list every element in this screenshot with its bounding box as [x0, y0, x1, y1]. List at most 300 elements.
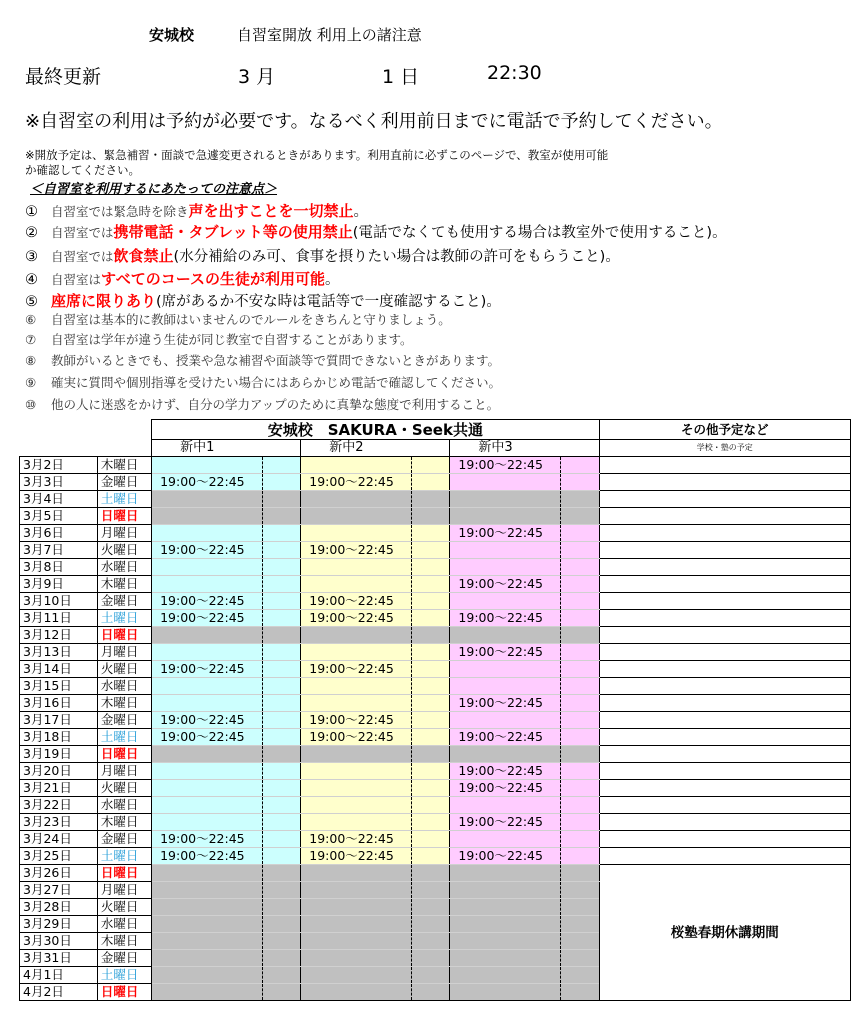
- grade-3-slot-extra: [561, 967, 599, 984]
- weekday-cell: 火曜日: [97, 780, 151, 797]
- grade-3-slot: 19:00〜22:45: [450, 780, 561, 797]
- date-cell: 3月5日: [20, 508, 98, 525]
- grade-1-slot-extra: [263, 695, 301, 712]
- grade-1-slot-extra: [263, 457, 301, 474]
- grade-1-slot-extra: [263, 763, 301, 780]
- other-plan-cell: [599, 525, 850, 542]
- grade-2-slot-extra: [412, 661, 450, 678]
- weekday-cell: 土曜日: [97, 729, 151, 746]
- grade-1-slot-extra: [263, 899, 301, 916]
- updated-month: 3 月: [238, 66, 276, 88]
- other-plan-cell: [599, 610, 850, 627]
- table-row: [20, 729, 851, 746]
- date-cell: 3月27日: [20, 882, 98, 899]
- rule-emphasis: 声を出すことを一切禁止: [188, 202, 354, 220]
- grade-2-slot: [301, 559, 412, 576]
- grade-2-slot-extra: [412, 542, 450, 559]
- grade-1-slot: 19:00〜22:45: [152, 729, 263, 746]
- grade-2-slot-extra: [412, 627, 450, 644]
- grade-1-slot: [152, 525, 263, 542]
- grade-2-slot-extra: [412, 950, 450, 967]
- rule-text: 自習室では緊急時を除き: [51, 204, 189, 219]
- other-plan-cell: [599, 559, 850, 576]
- rule-number: ⑨: [25, 375, 37, 390]
- grade-3-header: 新中3: [450, 440, 599, 457]
- rule-emphasis: 携帯電話・タブレット等の使用禁止: [113, 223, 353, 241]
- other-header: その他予定など: [599, 420, 850, 440]
- date-cell: 3月29日: [20, 916, 98, 933]
- grade-2-slot-extra: [412, 644, 450, 661]
- weekday-cell: 木曜日: [97, 457, 151, 474]
- grade-1-slot-extra: [263, 933, 301, 950]
- grade-3-slot-extra: [561, 916, 599, 933]
- grade-2-slot-extra: [412, 967, 450, 984]
- grade-2-slot: [301, 678, 412, 695]
- grade-2-slot-extra: [412, 508, 450, 525]
- grade-3-slot: [450, 899, 561, 916]
- grade-2-slot-extra: [412, 474, 450, 491]
- grade-2-slot-extra: [412, 457, 450, 474]
- date-cell: 3月2日: [20, 457, 98, 474]
- grade-1-slot: 19:00〜22:45: [152, 712, 263, 729]
- grade-3-slot-extra: [561, 814, 599, 831]
- grade-1-slot: [152, 814, 263, 831]
- grade-2-slot-extra: [412, 576, 450, 593]
- rule-text: 自習室は学年が違う生徒が同じ教室で自習することがあります。: [51, 332, 413, 347]
- rule-number: ⑤: [25, 294, 38, 310]
- date-cell: 3月10日: [20, 593, 98, 610]
- grade-1-slot: [152, 950, 263, 967]
- grade-1-slot-extra: [263, 712, 301, 729]
- grade-2-slot-extra: [412, 933, 450, 950]
- date-cell: 3月24日: [20, 831, 98, 848]
- grade-1-slot-extra: [263, 508, 301, 525]
- grade-1-slot: [152, 763, 263, 780]
- grade-1-slot: 19:00〜22:45: [152, 593, 263, 610]
- grade-2-slot-extra: [412, 882, 450, 899]
- rule-emphasis: すべてのコースの生徒が利用可能: [101, 270, 325, 288]
- rule-text: 自習室は基本的に教師はいませんのでルールをきちんと守りましょう。: [51, 312, 451, 327]
- grade-2-slot-extra: [412, 899, 450, 916]
- weekday-cell: 土曜日: [97, 610, 151, 627]
- table-row: [20, 678, 851, 695]
- grade-2-slot: [301, 457, 412, 474]
- table-row: [20, 474, 851, 491]
- grade-2-slot: [301, 950, 412, 967]
- grade-1-slot: [152, 780, 263, 797]
- rule-text: 自習室では: [51, 225, 114, 240]
- rule-item: [25, 290, 501, 311]
- weekday-cell: 金曜日: [97, 950, 151, 967]
- rule-detail: 。: [324, 272, 340, 288]
- weekday-cell: 土曜日: [97, 848, 151, 865]
- grade-3-slot-extra: [561, 695, 599, 712]
- schedule-change-notice-2: か確認してください。: [25, 163, 140, 177]
- weekday-cell: 木曜日: [97, 576, 151, 593]
- grade-1-slot: [152, 695, 263, 712]
- date-cell: 3月8日: [20, 559, 98, 576]
- grade-3-slot: 19:00〜22:45: [450, 814, 561, 831]
- weekday-cell: 日曜日: [97, 746, 151, 763]
- grade-1-slot-extra: [263, 729, 301, 746]
- grade-2-header: 新中2: [301, 440, 450, 457]
- weekday-cell: 土曜日: [97, 491, 151, 508]
- grade-3-slot-extra: [561, 848, 599, 865]
- rule-text: 自習室では: [51, 249, 114, 264]
- table-row: [20, 797, 851, 814]
- grade-3-slot-extra: [561, 746, 599, 763]
- table-row: [20, 746, 851, 763]
- rule-number: ⑥: [25, 312, 37, 327]
- updated-label: 最終更新: [25, 66, 102, 88]
- break-period-note: 桜塾春期休講期間: [599, 865, 850, 1001]
- weekday-cell: 日曜日: [97, 627, 151, 644]
- other-plan-cell: [599, 576, 850, 593]
- grade-2-slot: [301, 491, 412, 508]
- grade-1-slot-extra: [263, 967, 301, 984]
- table-row: [20, 780, 851, 797]
- grade-1-slot: [152, 746, 263, 763]
- weekday-cell: 木曜日: [97, 695, 151, 712]
- rule-item: [25, 351, 500, 369]
- grade-3-slot: [450, 542, 561, 559]
- grade-2-slot-extra: [412, 712, 450, 729]
- grade-1-slot: [152, 899, 263, 916]
- grade-2-slot: [301, 746, 412, 763]
- date-cell: 3月31日: [20, 950, 98, 967]
- grade-3-slot: [450, 474, 561, 491]
- grade-3-slot-extra: [561, 508, 599, 525]
- grade-2-slot: 19:00〜22:45: [301, 831, 412, 848]
- other-plan-cell: [599, 831, 850, 848]
- grade-2-slot: 19:00〜22:45: [301, 712, 412, 729]
- date-cell: 3月11日: [20, 610, 98, 627]
- grade-1-slot-extra: [263, 797, 301, 814]
- table-row: [20, 865, 851, 882]
- grade-2-slot: [301, 814, 412, 831]
- grade-2-slot: [301, 933, 412, 950]
- grade-2-slot: 19:00〜22:45: [301, 542, 412, 559]
- date-cell: 3月30日: [20, 933, 98, 950]
- other-plan-cell: [599, 627, 850, 644]
- grade-3-slot-extra: [561, 899, 599, 916]
- grade-2-slot: [301, 695, 412, 712]
- weekday-cell: 木曜日: [97, 814, 151, 831]
- grade-3-slot-extra: [561, 882, 599, 899]
- table-row: [20, 695, 851, 712]
- date-cell: 3月7日: [20, 542, 98, 559]
- table-row: [20, 525, 851, 542]
- rule-number: ②: [25, 225, 38, 241]
- grade-3-slot: 19:00〜22:45: [450, 729, 561, 746]
- rule-emphasis: 飲食禁止: [113, 247, 174, 265]
- grade-2-slot-extra: [412, 780, 450, 797]
- rule-item: [25, 245, 620, 266]
- date-cell: 3月19日: [20, 746, 98, 763]
- grade-1-slot: [152, 967, 263, 984]
- date-cell: 3月22日: [20, 797, 98, 814]
- grade-1-slot-extra: [263, 559, 301, 576]
- schedule-table: [19, 419, 851, 1001]
- grade-3-slot: 19:00〜22:45: [450, 644, 561, 661]
- table-row: [20, 627, 851, 644]
- grade-3-slot-extra: [561, 729, 599, 746]
- grade-2-slot: [301, 576, 412, 593]
- weekday-cell: 水曜日: [97, 797, 151, 814]
- rule-number: ④: [25, 272, 38, 288]
- other-plan-cell: [599, 814, 850, 831]
- grade-3-slot: [450, 984, 561, 1001]
- grade-2-slot-extra: [412, 695, 450, 712]
- grade-2-slot: [301, 525, 412, 542]
- rule-detail: (水分補給のみ可、食事を摂りたい場合は教師の許可をもらうこと)。: [173, 249, 620, 265]
- grade-3-slot: 19:00〜22:45: [450, 457, 561, 474]
- table-row: [20, 491, 851, 508]
- weekday-cell: 木曜日: [97, 933, 151, 950]
- updated-day: 1 日: [382, 66, 420, 88]
- grade-2-slot: [301, 967, 412, 984]
- grade-1-slot-extra: [263, 882, 301, 899]
- grade-1-slot: [152, 508, 263, 525]
- grade-1-slot: [152, 576, 263, 593]
- weekday-cell: 火曜日: [97, 542, 151, 559]
- grade-1-slot: 19:00〜22:45: [152, 610, 263, 627]
- grade-1-slot-extra: [263, 661, 301, 678]
- grade-2-slot: 19:00〜22:45: [301, 610, 412, 627]
- grade-1-slot: [152, 916, 263, 933]
- grade-3-slot: 19:00〜22:45: [450, 763, 561, 780]
- grade-3-slot: 19:00〜22:45: [450, 848, 561, 865]
- grade-2-slot: [301, 763, 412, 780]
- grade-1-slot: 19:00〜22:45: [152, 474, 263, 491]
- grade-3-slot-extra: [561, 576, 599, 593]
- other-plan-cell: [599, 797, 850, 814]
- grade-3-slot-extra: [561, 644, 599, 661]
- date-cell: 3月13日: [20, 644, 98, 661]
- grade-3-slot-extra: [561, 525, 599, 542]
- grade-3-slot-extra: [561, 865, 599, 882]
- rule-text: 確実に質問や個別指導を受けたい場合にはあらかじめ電話で確認してください。: [51, 375, 502, 390]
- grade-3-slot: [450, 831, 561, 848]
- rule-item: [25, 268, 339, 289]
- other-plan-cell: [599, 712, 850, 729]
- weekday-cell: 日曜日: [97, 984, 151, 1001]
- grade-3-slot-extra: [561, 627, 599, 644]
- weekday-cell: 火曜日: [97, 899, 151, 916]
- date-cell: 3月16日: [20, 695, 98, 712]
- date-cell: 3月9日: [20, 576, 98, 593]
- grade-3-slot-extra: [561, 491, 599, 508]
- grade-2-slot: [301, 865, 412, 882]
- date-cell: 3月25日: [20, 848, 98, 865]
- grade-2-slot-extra: [412, 831, 450, 848]
- weekday-cell: 日曜日: [97, 508, 151, 525]
- table-row: [20, 644, 851, 661]
- table-row: [20, 848, 851, 865]
- grade-1-slot: [152, 457, 263, 474]
- rule-item: [25, 373, 501, 391]
- grade-3-slot-extra: [561, 984, 599, 1001]
- grade-1-slot-extra: [263, 848, 301, 865]
- date-cell: 3月15日: [20, 678, 98, 695]
- grade-2-slot-extra: [412, 984, 450, 1001]
- grade-1-slot-extra: [263, 627, 301, 644]
- grade-1-slot: [152, 882, 263, 899]
- other-plan-cell: [599, 678, 850, 695]
- rule-item: [25, 310, 451, 328]
- grade-2-slot-extra: [412, 814, 450, 831]
- weekday-cell: 月曜日: [97, 882, 151, 899]
- grade-2-slot: [301, 984, 412, 1001]
- grade-3-slot-extra: [561, 950, 599, 967]
- grade-1-slot-extra: [263, 865, 301, 882]
- table-row: [20, 593, 851, 610]
- grade-3-slot-extra: [561, 712, 599, 729]
- grade-3-slot-extra: [561, 797, 599, 814]
- main-header: 安城校 SAKURA・Seek共通: [152, 420, 600, 440]
- other-plan-cell: [599, 763, 850, 780]
- grade-1-slot-extra: [263, 831, 301, 848]
- grade-2-slot-extra: [412, 559, 450, 576]
- date-cell: 3月23日: [20, 814, 98, 831]
- weekday-cell: 月曜日: [97, 763, 151, 780]
- grade-2-slot-extra: [412, 746, 450, 763]
- table-row: [20, 508, 851, 525]
- grade-2-slot-extra: [412, 491, 450, 508]
- grade-2-slot: [301, 899, 412, 916]
- grade-1-slot-extra: [263, 525, 301, 542]
- date-cell: 3月18日: [20, 729, 98, 746]
- date-cell: 3月12日: [20, 627, 98, 644]
- table-row: [20, 712, 851, 729]
- reservation-notice: ※自習室の利用は予約が必要です。なるべく利用前日までに電話で予約してください。: [25, 111, 723, 132]
- date-cell: 3月17日: [20, 712, 98, 729]
- table-row: [20, 814, 851, 831]
- grade-2-slot-extra: [412, 593, 450, 610]
- grade-1-slot: [152, 797, 263, 814]
- grade-2-slot-extra: [412, 763, 450, 780]
- date-cell: 3月6日: [20, 525, 98, 542]
- grade-3-slot: [450, 797, 561, 814]
- grade-3-slot: [450, 865, 561, 882]
- other-plan-cell: [599, 457, 850, 474]
- grade-3-slot: [450, 508, 561, 525]
- table-row: [20, 831, 851, 848]
- grade-1-slot-extra: [263, 984, 301, 1001]
- grade-2-slot: 19:00〜22:45: [301, 593, 412, 610]
- rule-detail: 。: [353, 204, 369, 220]
- rule-item: [25, 200, 368, 221]
- weekday-cell: 土曜日: [97, 967, 151, 984]
- rule-item: [25, 330, 413, 348]
- grade-1-header: 新中1: [152, 440, 301, 457]
- grade-1-slot-extra: [263, 491, 301, 508]
- grade-1-slot-extra: [263, 746, 301, 763]
- grade-3-slot-extra: [561, 661, 599, 678]
- rules-heading: ＜自習室を利用するにあたっての注意点＞: [30, 182, 278, 197]
- grade-1-slot: 19:00〜22:45: [152, 848, 263, 865]
- grade-2-slot: 19:00〜22:45: [301, 729, 412, 746]
- date-cell: 3月20日: [20, 763, 98, 780]
- grade-2-slot-extra: [412, 610, 450, 627]
- grade-1-slot: [152, 865, 263, 882]
- table-row: [20, 763, 851, 780]
- grade-3-slot: [450, 967, 561, 984]
- grade-2-slot-extra: [412, 729, 450, 746]
- weekday-cell: 水曜日: [97, 678, 151, 695]
- grade-2-slot-extra: [412, 916, 450, 933]
- other-plan-cell: [599, 729, 850, 746]
- other-plan-cell: [599, 474, 850, 491]
- grade-2-slot-extra: [412, 848, 450, 865]
- other-plan-cell: [599, 695, 850, 712]
- grade-1-slot-extra: [263, 780, 301, 797]
- grade-1-slot: 19:00〜22:45: [152, 542, 263, 559]
- rule-number: ⑧: [25, 353, 37, 368]
- grade-3-slot: [450, 491, 561, 508]
- grade-1-slot-extra: [263, 916, 301, 933]
- grade-2-slot-extra: [412, 525, 450, 542]
- rule-number: ⑩: [25, 397, 37, 412]
- table-row: [20, 576, 851, 593]
- grade-1-slot: [152, 984, 263, 1001]
- grade-3-slot: [450, 916, 561, 933]
- grade-3-slot-extra: [561, 610, 599, 627]
- grade-2-slot: [301, 780, 412, 797]
- grade-3-slot-extra: [561, 831, 599, 848]
- table-row: [20, 661, 851, 678]
- weekday-cell: 金曜日: [97, 593, 151, 610]
- grade-1-slot: 19:00〜22:45: [152, 831, 263, 848]
- grade-3-slot-extra: [561, 457, 599, 474]
- grade-3-slot: 19:00〜22:45: [450, 610, 561, 627]
- grade-3-slot: 19:00〜22:45: [450, 695, 561, 712]
- rule-text: 教師がいるときでも、授業や急な補習や面談等で質問できないときがあります。: [51, 353, 501, 368]
- grade-1-slot-extra: [263, 950, 301, 967]
- rule-item: [25, 395, 499, 413]
- grade-1-slot: [152, 627, 263, 644]
- other-plan-cell: [599, 746, 850, 763]
- other-plan-cell: [599, 491, 850, 508]
- rule-text: 他の人に迷惑をかけず、自分の学力アップのために真摯な態度で利用すること。: [51, 397, 500, 412]
- date-cell: 3月28日: [20, 899, 98, 916]
- date-cell: 3月21日: [20, 780, 98, 797]
- grade-2-slot: [301, 627, 412, 644]
- grade-3-slot: [450, 950, 561, 967]
- grade-1-slot: [152, 933, 263, 950]
- grade-1-slot: [152, 559, 263, 576]
- weekday-cell: 金曜日: [97, 474, 151, 491]
- grade-1-slot-extra: [263, 678, 301, 695]
- grade-3-slot: [450, 882, 561, 899]
- grade-2-slot: [301, 916, 412, 933]
- grade-3-slot: [450, 746, 561, 763]
- grade-1-slot: [152, 491, 263, 508]
- date-cell: 3月4日: [20, 491, 98, 508]
- rule-detail: (席があるか不安な時は電話等で一度確認すること)。: [156, 294, 501, 310]
- other-plan-cell: [599, 542, 850, 559]
- weekday-cell: 日曜日: [97, 865, 151, 882]
- table-row: [20, 610, 851, 627]
- date-cell: 3月14日: [20, 661, 98, 678]
- rule-emphasis: 座席に限りあり: [51, 292, 157, 310]
- date-cell: 3月3日: [20, 474, 98, 491]
- rule-number: ①: [25, 204, 38, 220]
- grade-2-slot: [301, 797, 412, 814]
- grade-3-slot-extra: [561, 593, 599, 610]
- other-subheader: 学校・塾の予定: [599, 440, 850, 457]
- other-plan-cell: [599, 593, 850, 610]
